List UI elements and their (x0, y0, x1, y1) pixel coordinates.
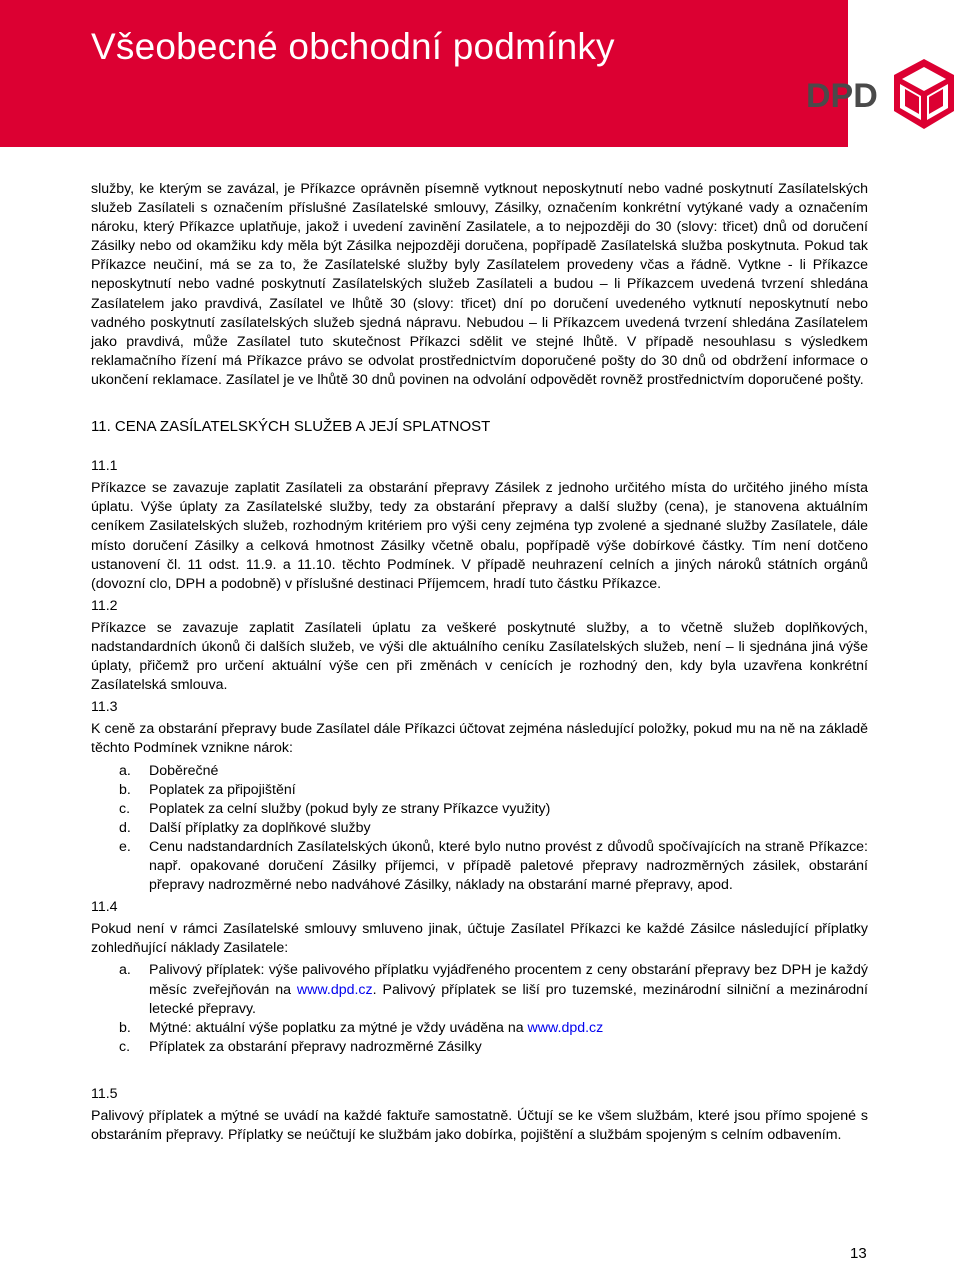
section-number-11-5: 11.5 (91, 1085, 118, 1102)
section-number-11-4: 11.4 (91, 899, 118, 916)
logo-text: DPD (806, 77, 878, 115)
list-item: b. Mýtné: aktuální výše poplatku za mýtné je vždy uváděna na www.dpd.cz (119, 1019, 604, 1036)
section-number-11-1: 11.1 (91, 458, 118, 475)
surcharge-list-11-4 (91, 961, 868, 1056)
list-item: b. Poplatek za připojištění (119, 781, 296, 798)
list-item: c. Poplatek za celní služby (pokud byly ze strany Příkazce využity) (119, 800, 551, 817)
cube-icon (894, 59, 954, 129)
section-text-11-1: Příkazce se zavazuje zaplatit Zasílateli za obstarání přepravy Zásilek z jednoho určitého místa do určitého jiného místa úplatu. Výše úplaty za Zasílatelské služby, tedy za obstarání přepravy a další služby (cena), je stanovena aktuálním ceníkem Zasilatelských služeb, rozhodným kritériem pro výši ceny zejména typ zvolené a sjednané služby Zasílatele, dále místo doručení Zásilky a celková hmotnost Zásilky včetně obalu, popřípadě výše dobírkové částky. Tím není dotčeno ustanovení čl. 11 odst. 11.9. a 11.10. těchto Podmínek. V případě neuhrazení celních a jiných nároků státních orgánů (dovozní clo, DPH a podobně) v příslušné destinaci Příjemcem, hradí tuto částku Příkazce. (91, 480, 868, 592)
dpd-website-link[interactable]: www.dpd.cz (296, 981, 373, 998)
section-text-11-4: Pokud není v rámci Zasílatelské smlouvy smluveno jinak, účtuje Zasílatel Příkazci ke každé Zásilce následující příplatky zohledňující náklady Zasilatele: (91, 921, 868, 957)
page-title: Všeobecné obchodní podmínky (91, 26, 615, 67)
dpd-logo (806, 53, 956, 143)
fee-list-11-3 (91, 762, 868, 896)
document-body (91, 180, 868, 1145)
section-number-11-3: 11.3 (91, 699, 118, 716)
list-item: d. Další příplatky za doplňkové služby (119, 819, 371, 836)
section-text-11-3: K ceně za obstarání přepravy bude Zasílatel dále Příkazci účtovat zejména následující položky, pokud mu na ně na základě těchto Podmínek vznikne nárok: (91, 721, 868, 757)
section-text-11-2: Příkazce se zavazuje zaplatit Zasílateli úplatu za veškeré poskytnuté služby, a to včetně služeb doplňkových, nadstandardních úkonů či dalších služeb, ve výši dle aktuálního ceníku Zasílatelských služeb, není – li sjednána jiná výše úplaty, přičemž pro určení aktuální výše cen při změnách v cenících je rozhodný den, kdy byla uzavřena konkrétní Zasílatelská smlouva. (91, 619, 868, 694)
list-item: e. Cenu nadstandardních Zasílatelských úkonů, které bylo nutno provést z důvodů spočívajících na straně Příkazce: např. opakované doručení Zásilky příjemci, v případě paletové přepravy nadrozměrných zásilek, obstarání přepravy nadrozměrné nebo nadváhové Zásilky, náklady na obstarání marné přepravy, apod. (119, 838, 868, 894)
intro-paragraph: služby, ke kterým se zavázal, je Příkazce oprávněn písemně vytknout neposkytnutí nebo vadné poskytnutí Zasílatelských služeb Zasílateli s označením příslušné Zasílatelské smlouvy, Zásilky, označením konkrétní vytýkané vady a označením nároku, který Příkazce uplatňuje, jakož i uvedení zavinění Zasilatele, a to nejpozději do 30 (slovy: třicet) dnů od doručení Zásilky nebo od okamžiku kdy měla být Zásilka nejpozději doručena, popřípadě Zasílatelská služba poskytnuta. Pokud tak Příkazce neučiní, má se za to, že Zasílatelské služby byly Zasílatelem provedeny včas a řádně. Vytkne - li Příkazce neposkytnutí nebo vadné poskytnutí Zasílatelských služeb Zasílateli a budou – li Příkazcem uvedená tvrzení shledána Zasílatelem jako pravdivá, Zasílatel ve lhůtě 30 (slovy: třicet) dní po doručení uvedeného vytknutí neposkytnutí nebo vadného poskytnutí zasílatelských služeb sjedná nápravu. Nebudou – li Příkazcem uvedená tvrzení shledána Zasílatelem jako pravdivá, může Zasílatel tuto skutečnost Příkazci sdělit ve stejné lhůtě. V případě nesouhlasu s výsledkem reklamačního řízení má Příkazce právo se odvolat prostřednictvím doporučené pošty do 30 dnů od obdržení informace o ukončení reklamace. Zasílatel je ve lhůtě 30 dnů povinen na odvolání odpovědět rovněž prostřednictvím doporučené pošty. (91, 181, 868, 388)
header-banner (0, 0, 848, 147)
section-heading: 11. CENA ZASÍLATELSKÝCH SLUŽEB A JEJÍ SPLATNOST (91, 418, 491, 436)
dpd-website-link[interactable]: www.dpd.cz (527, 1019, 604, 1036)
list-item: a. Palivový příplatek: výše palivového příplatku vyjádřeného procentem z ceny obstarání přepravy bez DPH je každý měsíc zveřejňován na www.dpd.cz. Palivový příplatek se liší pro tuzemské, mezinárodní silniční a mezinárodní letecké přepravy. (119, 962, 868, 1017)
list-item: a. Doběrečné (119, 762, 219, 779)
section-number-11-2: 11.2 (91, 597, 118, 614)
page-number: 13 (850, 1245, 867, 1262)
section-text-11-5: Palivový příplatek a mýtné se uvádí na každé faktuře samostatně. Účtují se ke všem službám, které jsou přímo spojené s obstaráním přepravy. Příplatky se neúčtují ke službám jako dobírka, pojištění a službám spojeným s celním odbavením. (91, 1108, 868, 1144)
list-item: c. Příplatek za obstarání přepravy nadrozměrné Zásilky (119, 1038, 482, 1055)
